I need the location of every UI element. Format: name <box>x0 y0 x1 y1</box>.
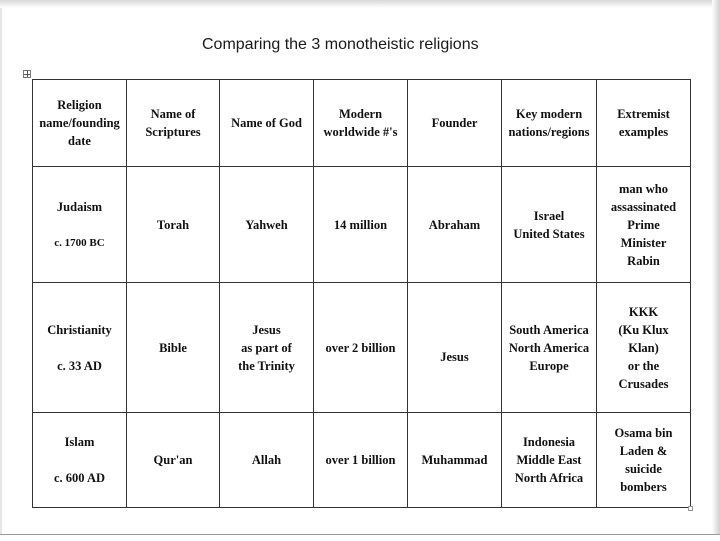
cell-numbers[interactable]: over 2 billion <box>314 283 408 413</box>
cell-god[interactable]: Yahweh <box>220 167 314 283</box>
founding-date: c. 1700 BC <box>54 236 105 249</box>
religion-name: Judaism <box>56 199 103 214</box>
header-regions[interactable]: Key modern nations/regions <box>502 80 597 167</box>
page-edge <box>0 0 2 540</box>
cell-scriptures[interactable]: Torah <box>127 167 220 283</box>
header-scriptures[interactable]: Name of Scriptures <box>127 80 220 167</box>
cell-god[interactable]: Jesus as part of the Trinity <box>220 283 314 413</box>
cell-scriptures[interactable]: Qur'an <box>127 413 220 508</box>
document-title: Comparing the 3 monotheistic religions <box>202 36 479 53</box>
cell-founder[interactable]: Muhammad <box>408 413 502 508</box>
founding-date: c. 33 AD <box>57 358 102 373</box>
founding-date: c. 600 AD <box>53 471 106 485</box>
table-row-judaism <box>33 167 691 283</box>
cell-god[interactable]: Allah <box>220 413 314 508</box>
cell-scriptures[interactable]: Bible <box>127 283 220 413</box>
cell-religion[interactable] <box>33 167 127 283</box>
header-religion[interactable]: Religion name/founding date <box>33 80 127 167</box>
cell-religion[interactable] <box>33 283 127 413</box>
cell-regions[interactable]: South America North America Europe <box>502 283 597 413</box>
religions-table <box>32 79 691 508</box>
table-row-islam <box>33 413 691 508</box>
cell-regions[interactable]: Israel United States <box>502 167 597 283</box>
header-founder[interactable]: Founder <box>408 80 502 167</box>
header-numbers[interactable]: Modern worldwide #'s <box>314 80 408 167</box>
cell-extremist[interactable]: Osama bin Laden & suicide bombers <box>597 413 691 508</box>
page-shadow-right <box>712 0 720 540</box>
religion-name: Islam <box>64 435 95 449</box>
table-header-row <box>33 80 691 167</box>
header-god[interactable]: Name of God <box>220 80 314 167</box>
table-row-christianity <box>33 283 691 413</box>
cell-numbers[interactable]: 14 million <box>314 167 408 283</box>
cell-numbers[interactable]: over 1 billion <box>314 413 408 508</box>
cell-founder[interactable]: Jesus <box>408 283 502 413</box>
cell-extremist[interactable]: man who assassinated Prime Minister Rabin <box>597 167 691 283</box>
religion-name: Christianity <box>47 322 112 337</box>
table-resize-handle-icon[interactable] <box>688 506 693 511</box>
cell-religion[interactable] <box>33 413 127 508</box>
cell-extremist[interactable]: KKK (Ku Klux Klan) or the Crusades <box>597 283 691 413</box>
table-move-handle-icon[interactable] <box>23 70 31 78</box>
cell-regions[interactable]: Indonesia Middle East North Africa <box>502 413 597 508</box>
page-shadow-top <box>0 0 720 8</box>
cell-founder[interactable]: Abraham <box>408 167 502 283</box>
header-extremist[interactable]: Extremist examples <box>597 80 691 167</box>
